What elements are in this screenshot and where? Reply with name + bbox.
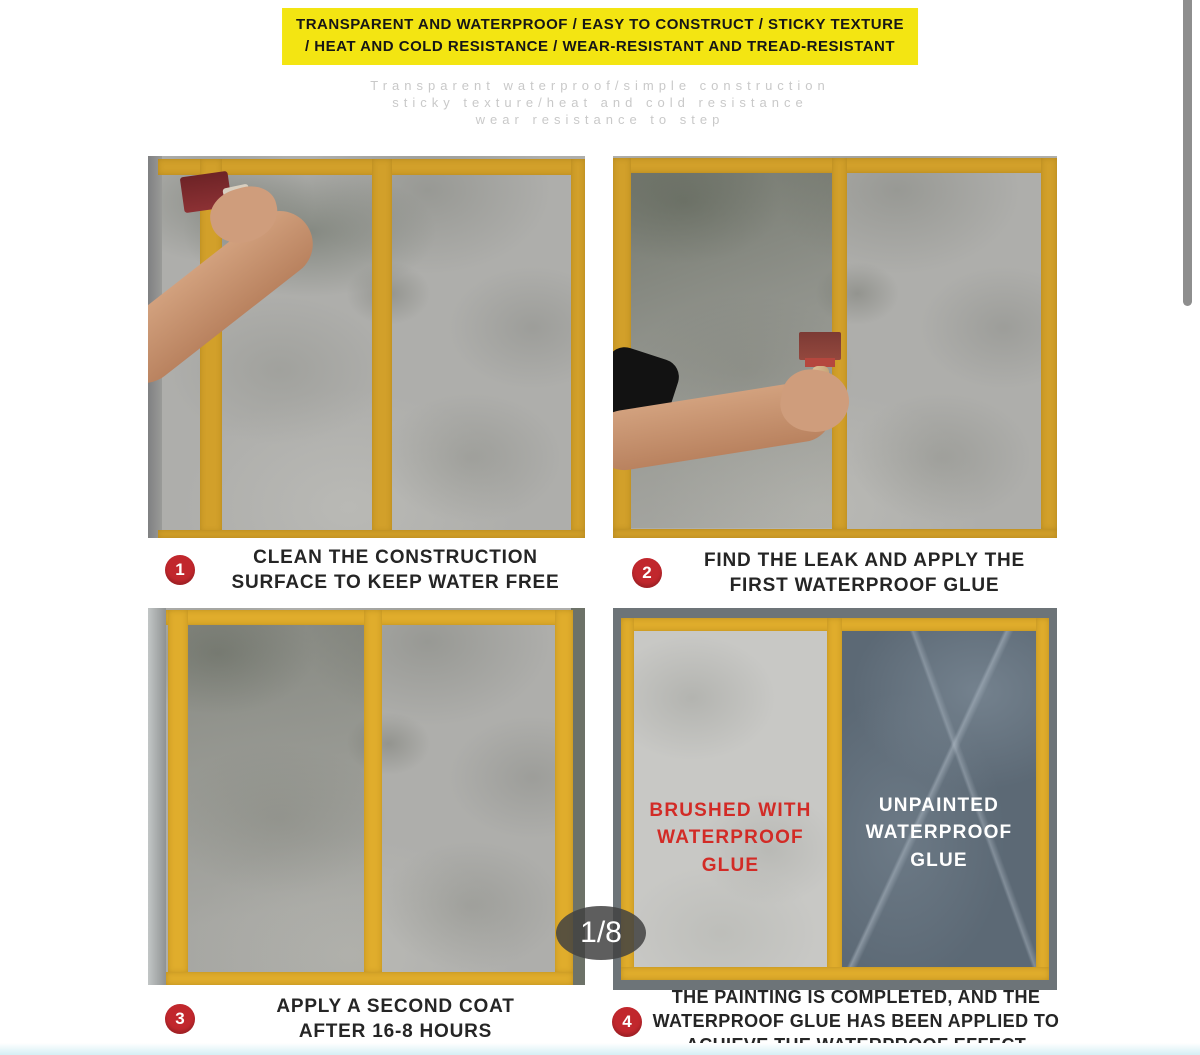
bottom-strip bbox=[0, 1043, 1200, 1055]
scrollbar-thumb[interactable] bbox=[1183, 0, 1192, 306]
masking-tape bbox=[621, 967, 1049, 980]
photo-step-4 bbox=[613, 608, 1057, 990]
photo-step-3 bbox=[148, 608, 585, 985]
photo-step-1 bbox=[148, 156, 585, 538]
masking-tape bbox=[1036, 618, 1049, 980]
brush-bristles bbox=[799, 332, 841, 360]
watermark-text bbox=[0, 78, 1200, 129]
step-number-badge: 3 bbox=[165, 1004, 195, 1034]
step-number-badge: 1 bbox=[165, 555, 195, 585]
masking-tape bbox=[372, 159, 392, 532]
step-caption: FIND THE LEAK AND APPLY THE FIRST WATERPROOF GLUE bbox=[703, 550, 1026, 597]
watermark-line-3: wear resistance to step bbox=[475, 111, 725, 127]
banner-line-2: / HEAT AND COLD RESISTANCE / WEAR-RESISTANT AND TREAD-RESISTANT bbox=[304, 37, 896, 55]
masking-tape bbox=[168, 610, 188, 973]
feature-banner bbox=[282, 8, 918, 65]
step-caption: CLEAN THE CONSTRUCTION SURFACE TO KEEP WATER FREE bbox=[231, 547, 560, 594]
masking-tape bbox=[571, 159, 585, 532]
step-2-caption-row bbox=[615, 548, 1057, 598]
image-pager-badge bbox=[556, 906, 646, 960]
pager-label: 1/8 bbox=[580, 916, 622, 949]
step-caption: THE PAINTING IS COMPLETED, AND THE WATERPROOF GLUE HAS BEEN APPLIED TO bbox=[652, 987, 1060, 1031]
step-caption: APPLY A SECOND COAT AFTER 16-8 HOURS bbox=[276, 996, 515, 1043]
coated-section bbox=[188, 625, 364, 972]
wall-edge bbox=[148, 608, 166, 985]
masking-tape bbox=[613, 529, 1057, 538]
banner-line-1: TRANSPARENT AND WATERPROOF / EASY TO CONSTRUCT / STICKY TEXTURE bbox=[296, 16, 904, 33]
masking-tape bbox=[166, 972, 573, 985]
masking-tape bbox=[613, 158, 631, 530]
masking-tape bbox=[364, 610, 382, 973]
brushed-label: BRUSHED WITH WATERPROOF GLUE bbox=[649, 799, 812, 876]
masking-tape bbox=[158, 530, 585, 538]
watermark-line-1: Transparent waterproof/simple construction bbox=[370, 78, 830, 93]
masking-tape bbox=[827, 618, 842, 980]
unpainted-label: UNPAINTED WATERPROOF GLUE bbox=[865, 794, 1013, 871]
step-number-badge: 4 bbox=[612, 1007, 642, 1037]
photo-step-2 bbox=[613, 156, 1057, 538]
masking-tape bbox=[1041, 158, 1057, 530]
step-3-caption-row bbox=[150, 994, 586, 1044]
step-1-caption-row bbox=[150, 545, 586, 595]
step-number-badge: 2 bbox=[632, 558, 662, 588]
watermark-line-2: sticky texture/heat and cold resistance bbox=[392, 94, 808, 110]
